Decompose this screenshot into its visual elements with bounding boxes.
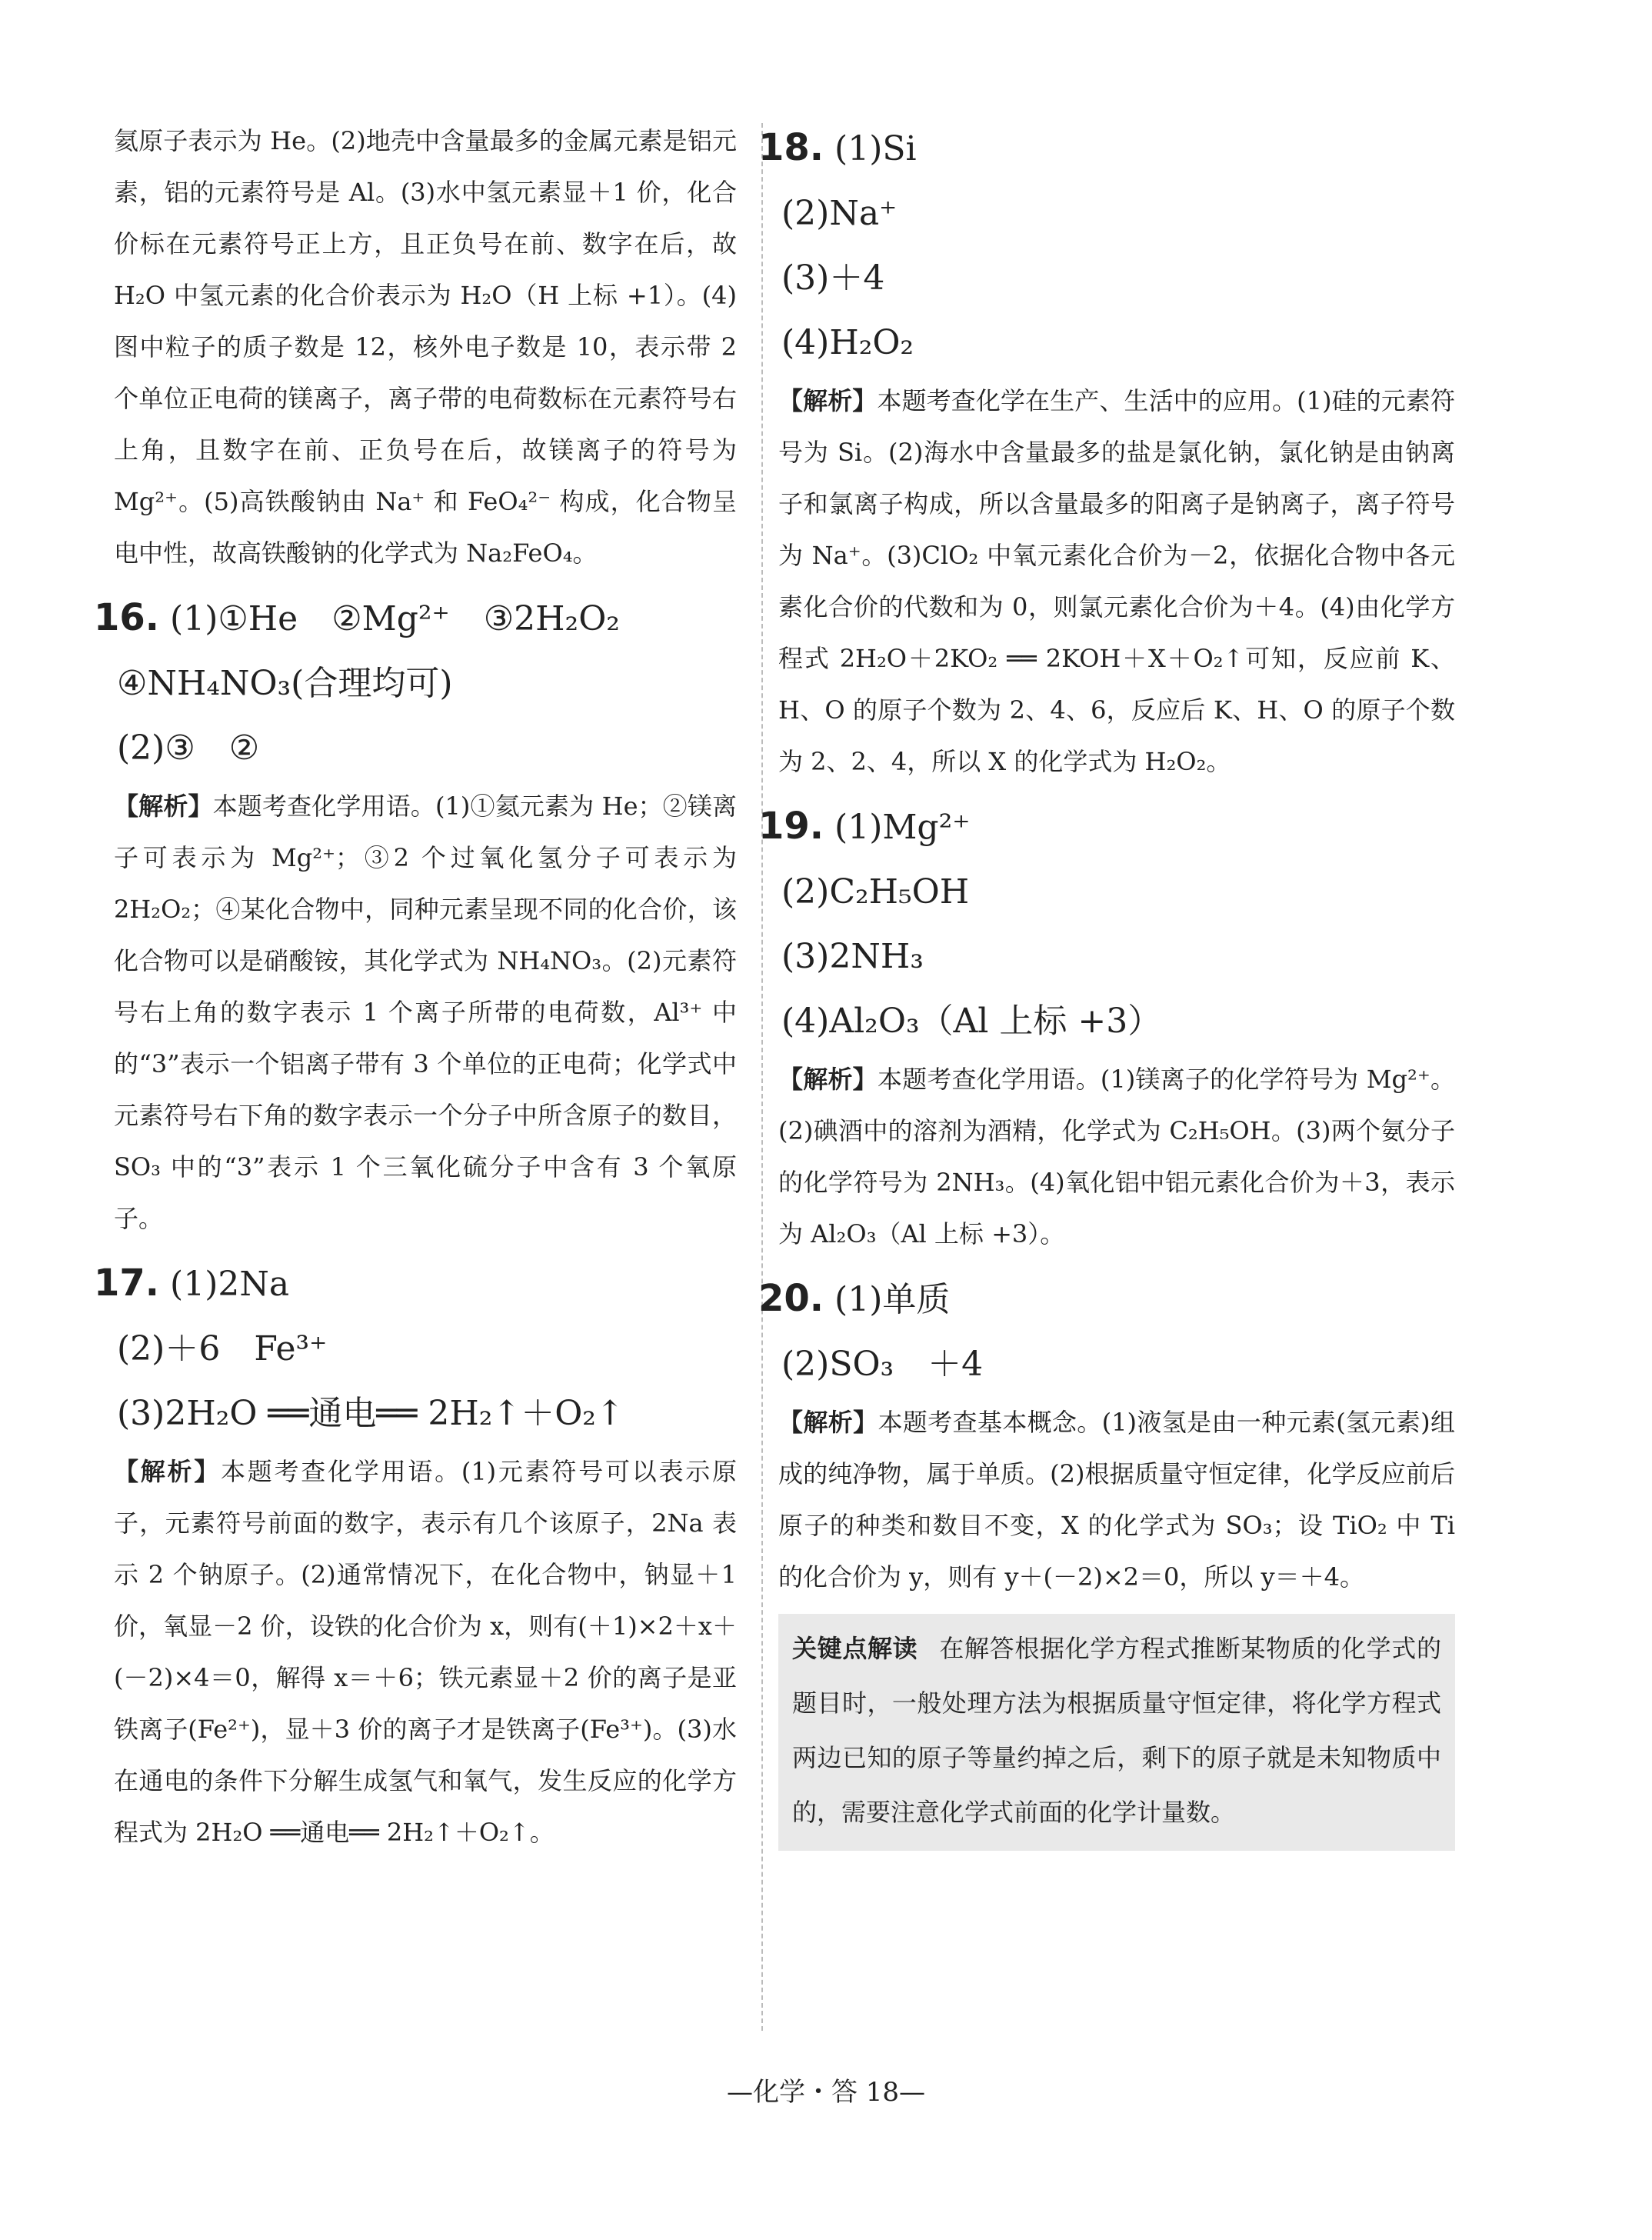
q19-number: 19. [758, 805, 824, 848]
q20-number: 20. [758, 1277, 824, 1320]
q20-answer-2: (2)SO₃ ＋4 [781, 1345, 984, 1384]
q18-answer-2: (2)Na⁺ [781, 194, 898, 233]
q16-answer-line-1 [94, 585, 737, 652]
q17-analysis [114, 1446, 737, 1858]
key-point-text: 在解答根据化学方程式推断某物质的化学式的题目时，一般处理方法为根据质量守恒定律，将化学方程式两边已知的原子等量约掉之后，剩下的原子就是未知物质中的，需要注意化学式前面的化学计量数。 [792, 1634, 1441, 1827]
question-19 [758, 794, 1455, 1260]
q20-answer-line-1 [758, 1266, 1455, 1332]
q19-analysis [778, 1054, 1455, 1260]
left-column [94, 115, 737, 1858]
q17-answer-3: (3)2H₂O ══通电══ 2H₂↑＋O₂↑ [117, 1394, 624, 1433]
analysis-label: 【解析】 [778, 386, 878, 415]
q18-analysis [778, 375, 1455, 788]
page-footer: —化学・答 18— [726, 2077, 926, 2108]
q20-answer-1: (1)单质 [834, 1280, 951, 1319]
q16-answer-2: ④NH₄NO₃(合理均可) [117, 664, 453, 703]
q19-answer-1: (1)Mg²⁺ [834, 808, 971, 847]
q18-answer-3: (3)＋4 [781, 258, 885, 298]
analysis-label: 【解析】 [778, 1065, 878, 1094]
analysis-label: 【解析】 [778, 1408, 878, 1437]
question-16 [94, 585, 737, 1245]
question-18 [758, 115, 1455, 788]
q18-answer-1: (1)Si [834, 129, 917, 168]
q18-answer-line-1 [758, 115, 1455, 182]
q17-analysis-text: 本题考查化学用语。(1)元素符号可以表示原子，元素符号前面的数字，表示有几个该原子，2Na 表示 2 个钠原子。(2)通常情况下，在化合物中，钠显＋1 价，氧显－2 价，设铁的化合价为 x，则有(＋1)×2＋x＋(－2)×4＝0，解得 x＝＋6；铁元素显＋2 价的离子是亚铁离子(Fe²⁺)，显＋3 价的离子才是铁离子(Fe³⁺)。(3)水在通电的条件下分解生成氢气和氧气，发生反应的化学方程式为 2H₂O ══通电══ 2H₂↑＋O₂↑。 [114, 1457, 737, 1847]
q17-answer-2: (2)＋6 Fe³⁺ [117, 1329, 328, 1368]
q19-analysis-text: 本题考查化学用语。(1)镁离子的化学符号为 Mg²⁺。(2)碘酒中的溶剂为酒精，化学式为 C₂H₅OH。(3)两个氨分子的化学符号为 2NH₃。(4)氧化铝中铝元素化合价为＋3，表示为 Al₂O₃（Al 上标 +3）。 [778, 1065, 1455, 1248]
q18-number: 18. [758, 126, 824, 169]
column-divider [761, 123, 763, 2031]
key-point-box [778, 1614, 1455, 1851]
analysis-label: 【解析】 [114, 1457, 221, 1486]
q16-analysis-text: 本题考查化学用语。(1)①氦元素为 He；②镁离子可表示为 Mg²⁺；③2 个过氧化氢分子可表示为 2H₂O₂；④某化合物中，同种元素呈现不同的化合价，该化合物可以是硝酸铵，其化学式为 NH₄NO₃。(2)元素符号右上角的数字表示 1 个离子所带的电荷数，Al³⁺ 中的“3”表示一个铝离子带有 3 个单位的正电荷；化学式中元素符号右下角的数字表示一个分子中所含原子的数目，SO₃ 中的“3”表示 1 个三氧化硫分子中含有 3 个氧原子。 [114, 792, 737, 1233]
q17-answer-1: (1)2Na [170, 1265, 290, 1304]
question-17 [94, 1251, 737, 1858]
question-20 [758, 1266, 1455, 1851]
q19-answer-4: (4)Al₂O₃（Al 上标 +3） [781, 1002, 1162, 1041]
q19-answer-3: (3)2NH₃ [781, 937, 924, 976]
right-column [758, 115, 1455, 1851]
analysis-label: 【解析】 [114, 792, 213, 821]
q19-answer-line-1 [758, 794, 1455, 860]
q20-analysis-text: 本题考查基本概念。(1)液氢是由一种元素(氢元素)组成的纯净物，属于单质。(2)根据质量守恒定律，化学反应前后原子的种类和数目不变，X 的化学式为 SO₃；设 TiO₂ 中 Ti 的化合价为 y，则有 y＋(－2)×2＝0，所以 y＝＋4。 [778, 1408, 1455, 1592]
q20-analysis [778, 1397, 1455, 1603]
q17-number: 17. [94, 1262, 160, 1305]
key-point-label: 关键点解读 [792, 1634, 918, 1663]
q18-answer-4: (4)H₂O₂ [781, 323, 914, 362]
q16-analysis [114, 781, 737, 1245]
q19-answer-2: (2)C₂H₅OH [781, 872, 970, 912]
q16-answer-3: (2)③ ② [117, 728, 260, 768]
q18-analysis-text: 本题考查化学在生产、生活中的应用。(1)硅的元素符号为 Si。(2)海水中含量最多的盐是氯化钠，氯化钠是由钠离子和氯离子构成，所以含量最多的阳离子是钠离子，离子符号为 Na⁺。(3)ClO₂ 中氧元素化合价为－2，依据化合物中各元素化合价的代数和为 0，则氯元素化合价为＋4。(4)由化学方程式 2H₂O＋2KO₂ ══ 2KOH＋X＋O₂↑可知，反应前 K、H、O 的原子个数为 2、4、6，反应后 K、H、O 的原子个数为 2、2、4，所以 X 的化学式为 H₂O₂。 [778, 386, 1455, 776]
q16-answer-1: (1)①He ②Mg²⁺ ③2H₂O₂ [170, 599, 620, 638]
q16-number: 16. [94, 596, 160, 639]
q17-answer-line-1 [94, 1251, 737, 1317]
q15-analysis-tail: 氦原子表示为 He。(2)地壳中含量最多的金属元素是铝元素，铝的元素符号是 Al。(3)水中氢元素显＋1 价，化合价标在元素符号正上方，且正负号在前、数字在后，故 H₂O 中氢元素的化合价表示为 H₂O（H 上标 +1）。(4)图中粒子的质子数是 12，核外电子数是 10，表示带 2 个单位正电荷的镁离子，离子带的电荷数标在元素符号右上角，且数字在前、正负号在后，故镁离子的符号为 Mg²⁺。(5)高铁酸钠由 Na⁺ 和 FeO₄²⁻ 构成，化合物呈电中性，故高铁酸钠的化学式为 Na₂FeO₄。 [114, 126, 737, 568]
